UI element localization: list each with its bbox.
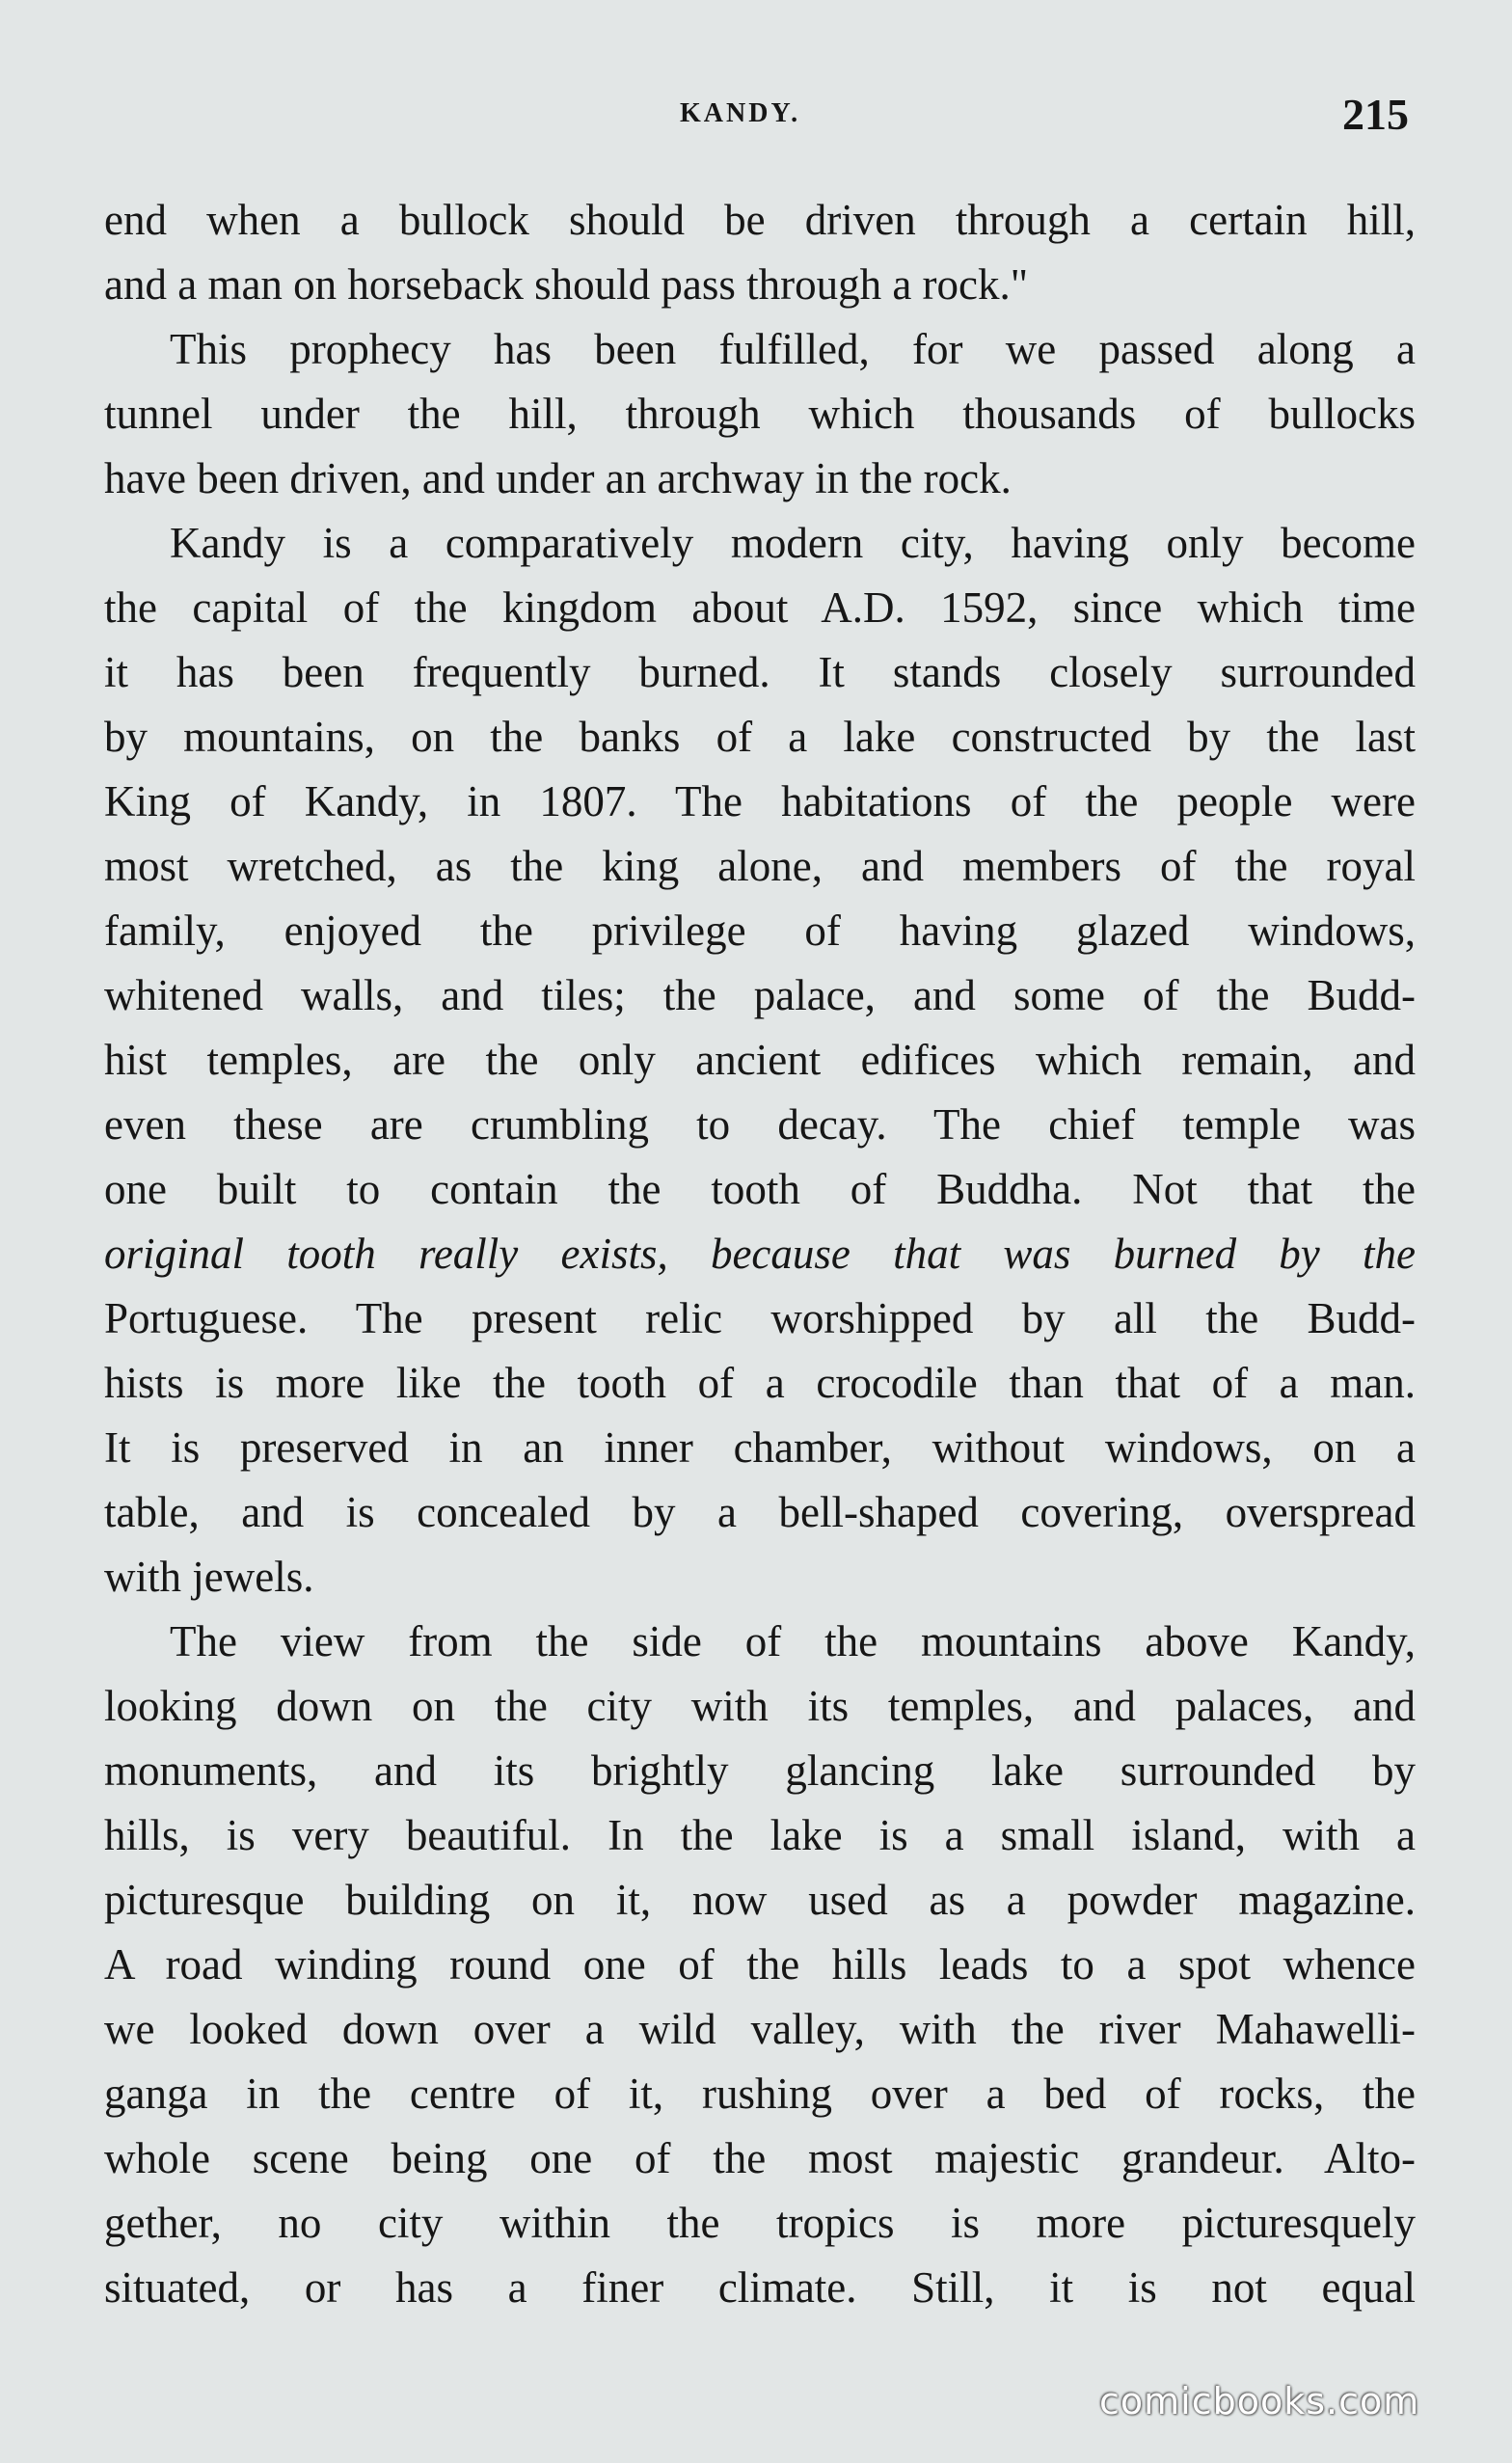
text-line: hist temples, are the only ancient edifices which remain, and [104, 1036, 1416, 1084]
text-line: A road winding round one of the hills leads to a spot whence [104, 1940, 1416, 1989]
watermark: comicbooks.com [1099, 2380, 1420, 2422]
text-line: looking down on the city with its temples, and palaces, and [104, 1682, 1416, 1730]
text-line: table, and is concealed by a bell-shaped covering, overspread [104, 1488, 1416, 1536]
page-number: 215 [1342, 90, 1409, 139]
text-line: we looked down over a wild valley, with the river Mahawelli- [104, 2005, 1416, 2053]
text-line: it has been frequently burned. It stands closely surrounded [104, 648, 1416, 696]
text-line: family, enjoyed the privilege of having glazed windows, [104, 907, 1416, 955]
text-line: ganga in the centre of it, rushing over a bed of rocks, the [104, 2070, 1416, 2118]
text-line: have been driven, and under an archway in the rock. [104, 454, 1012, 502]
text-line: original tooth really exists, because that was burned by the [104, 1230, 1416, 1278]
body-text [104, 188, 1416, 2320]
text-line: and a man on horseback should pass through a rock." [104, 260, 1029, 309]
text-line: The view from the side of the mountains above Kandy, [170, 1617, 1416, 1665]
text-line: by mountains, on the banks of a lake constructed by the last [104, 713, 1416, 761]
running-title: KANDY. [680, 98, 801, 128]
text-line: monuments, and its brightly glancing lake surrounded by [104, 1746, 1416, 1795]
text-line: Kandy is a comparatively modern city, having only become [170, 519, 1416, 567]
text-line: gether, no city within the tropics is more picturesquely [104, 2199, 1416, 2247]
text-line: end when a bullock should be driven through a certain hill, [104, 196, 1416, 244]
text-line: tunnel under the hill, through which thousands of bullocks [104, 390, 1416, 438]
text-line: most wretched, as the king alone, and members of the royal [104, 842, 1416, 890]
text-line: one built to contain the tooth of Buddha. Not that the [104, 1165, 1416, 1213]
text-line: picturesque building on it, now used as a powder magazine. [104, 1876, 1416, 1924]
running-header [0, 89, 1512, 147]
text-line: It is preserved in an inner chamber, without windows, on a [104, 1423, 1416, 1472]
text-line: hists is more like the tooth of a crocodile than that of a man. [104, 1359, 1416, 1407]
text-line: whitened walls, and tiles; the palace, and some of the Budd- [104, 971, 1416, 1019]
text-line: This prophecy has been fulfilled, for we passed along a [170, 325, 1416, 373]
text-line: even these are crumbling to decay. The chief temple was [104, 1100, 1416, 1149]
text-line: with jewels. [104, 1553, 314, 1601]
text-line: King of Kandy, in 1807. The habitations of the people were [104, 777, 1416, 826]
text-line: the capital of the kingdom about A.D. 1592, since which time [104, 583, 1416, 632]
text-line: whole scene being one of the most majestic grandeur. Alto- [104, 2134, 1416, 2182]
text-line: situated, or has a finer climate. Still, it is not equal [104, 2263, 1416, 2312]
text-line: hills, is very beautiful. In the lake is a small island, with a [104, 1811, 1416, 1859]
text-line: Portuguese. The present relic worshipped by all the Budd- [104, 1294, 1416, 1342]
